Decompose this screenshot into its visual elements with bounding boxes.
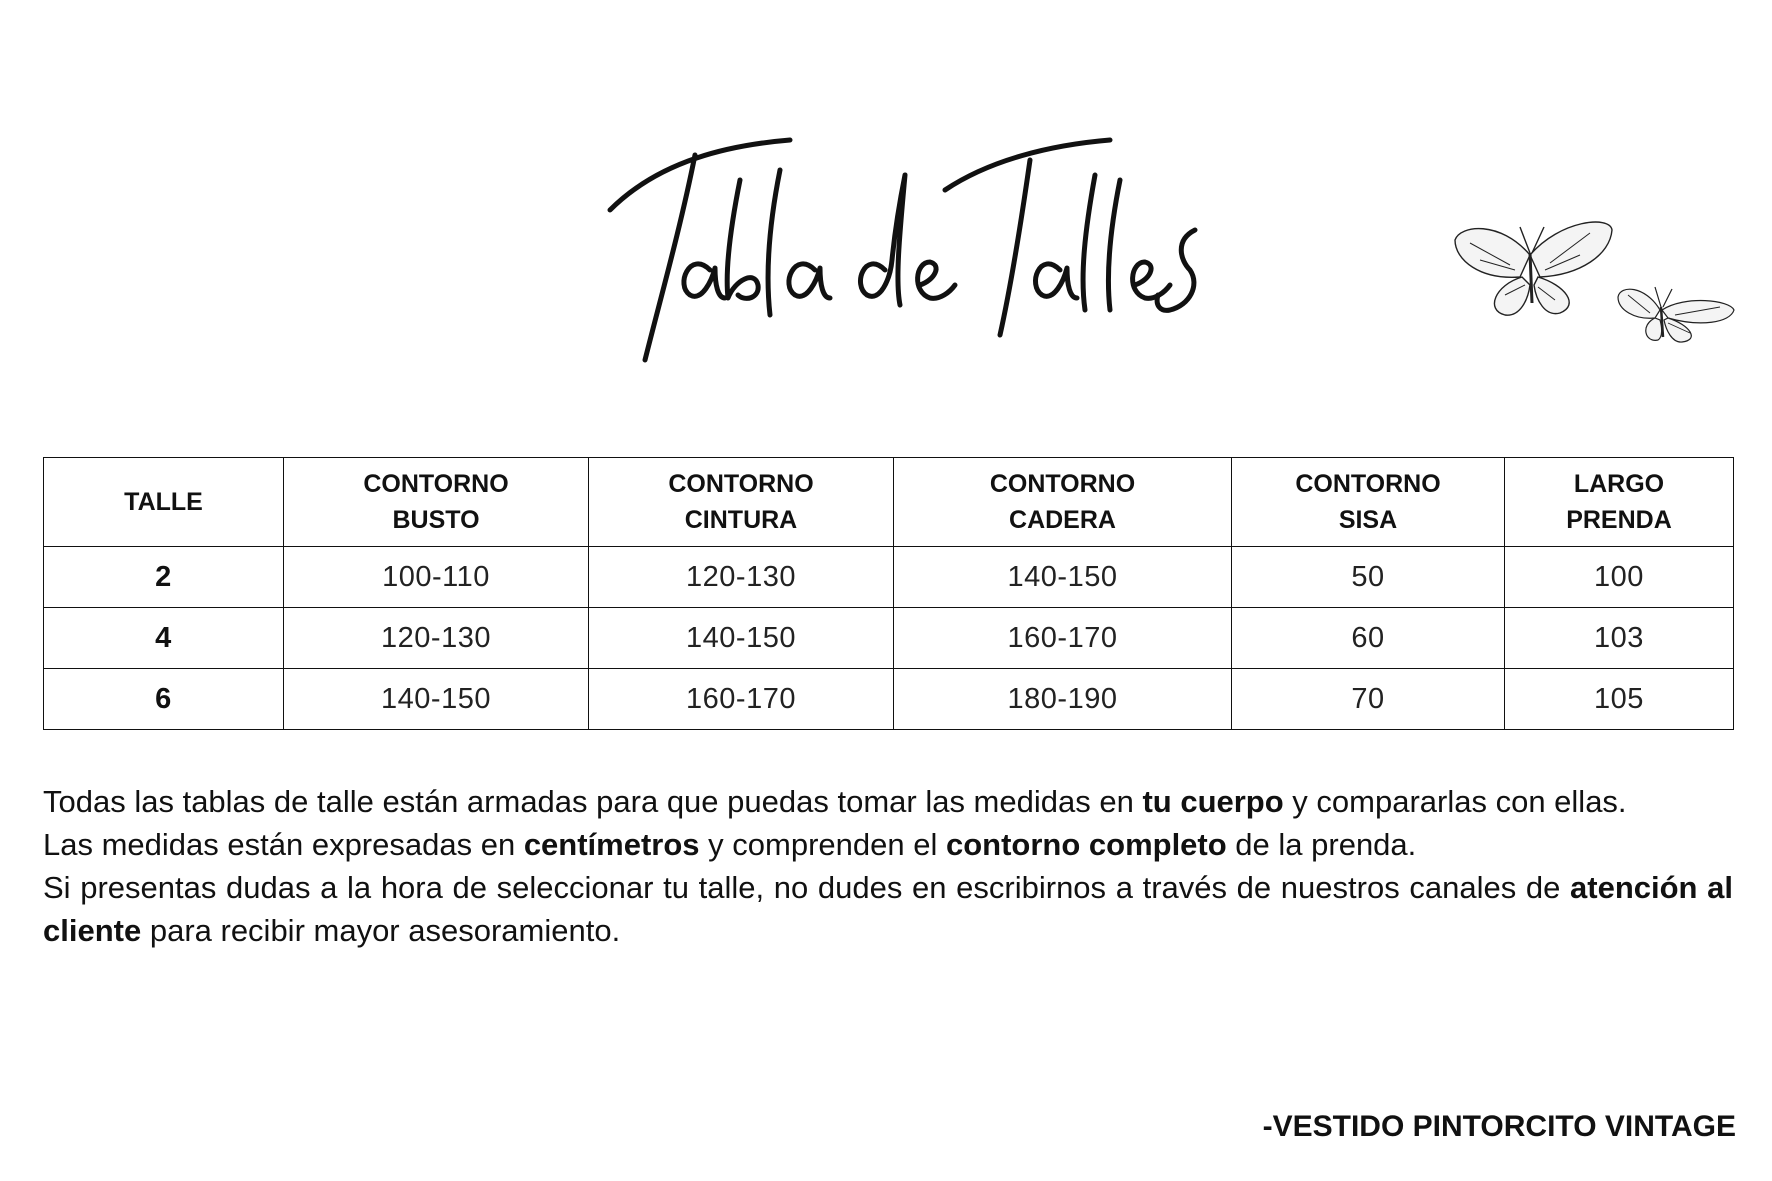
- table-row: [44, 547, 1734, 608]
- header-contorno-cadera: CONTORNO CADERA: [894, 458, 1232, 547]
- cell-busto: 120-130: [284, 608, 589, 669]
- cell-talle: 4: [44, 608, 284, 669]
- cell-sisa: 50: [1232, 547, 1505, 608]
- header-talle: TALLE: [44, 458, 284, 547]
- cell-busto: 140-150: [284, 669, 589, 730]
- page-title-lettering: [590, 120, 1250, 380]
- note-paragraph: Las medidas están expresadas en centímetros y comprenden el contorno completo de la prenda.: [43, 827, 1417, 862]
- cell-cintura: 120-130: [589, 547, 894, 608]
- cell-cintura: 160-170: [589, 669, 894, 730]
- cell-talle: 6: [44, 669, 284, 730]
- table-row: [44, 669, 1734, 730]
- header-contorno-cintura: CONTORNO CINTURA: [589, 458, 894, 547]
- cell-largo: 103: [1505, 608, 1734, 669]
- product-name: -VESTIDO PINTORCITO VINTAGE: [1262, 1110, 1736, 1143]
- cell-cintura: 140-150: [589, 608, 894, 669]
- header-contorno-sisa: CONTORNO SISA: [1232, 458, 1505, 547]
- size-table: [43, 457, 1734, 730]
- butterfly-illustration: [1450, 215, 1740, 355]
- cell-cadera: 140-150: [894, 547, 1232, 608]
- table-row: [44, 608, 1734, 669]
- note-paragraph: Todas las tablas de talle están armadas para que puedas tomar las medidas en tu cuerpo y compararlas con ellas.: [43, 784, 1627, 819]
- cell-busto: 100-110: [284, 547, 589, 608]
- cell-cadera: 180-190: [894, 669, 1232, 730]
- size-notes: [43, 780, 1733, 952]
- cell-talle: 2: [44, 547, 284, 608]
- cell-sisa: 60: [1232, 608, 1505, 669]
- cell-sisa: 70: [1232, 669, 1505, 730]
- cell-cadera: 160-170: [894, 608, 1232, 669]
- note-paragraph: Si presentas dudas a la hora de seleccionar tu talle, no dudes en escribirnos a través de nuestros canales de atención al cliente para recibir mayor asesoramiento.: [43, 870, 1733, 948]
- cell-largo: 100: [1505, 547, 1734, 608]
- header-contorno-busto: CONTORNO BUSTO: [284, 458, 589, 547]
- cell-largo: 105: [1505, 669, 1734, 730]
- table-header-row: [44, 458, 1734, 547]
- header-largo-prenda: LARGO PRENDA: [1505, 458, 1734, 547]
